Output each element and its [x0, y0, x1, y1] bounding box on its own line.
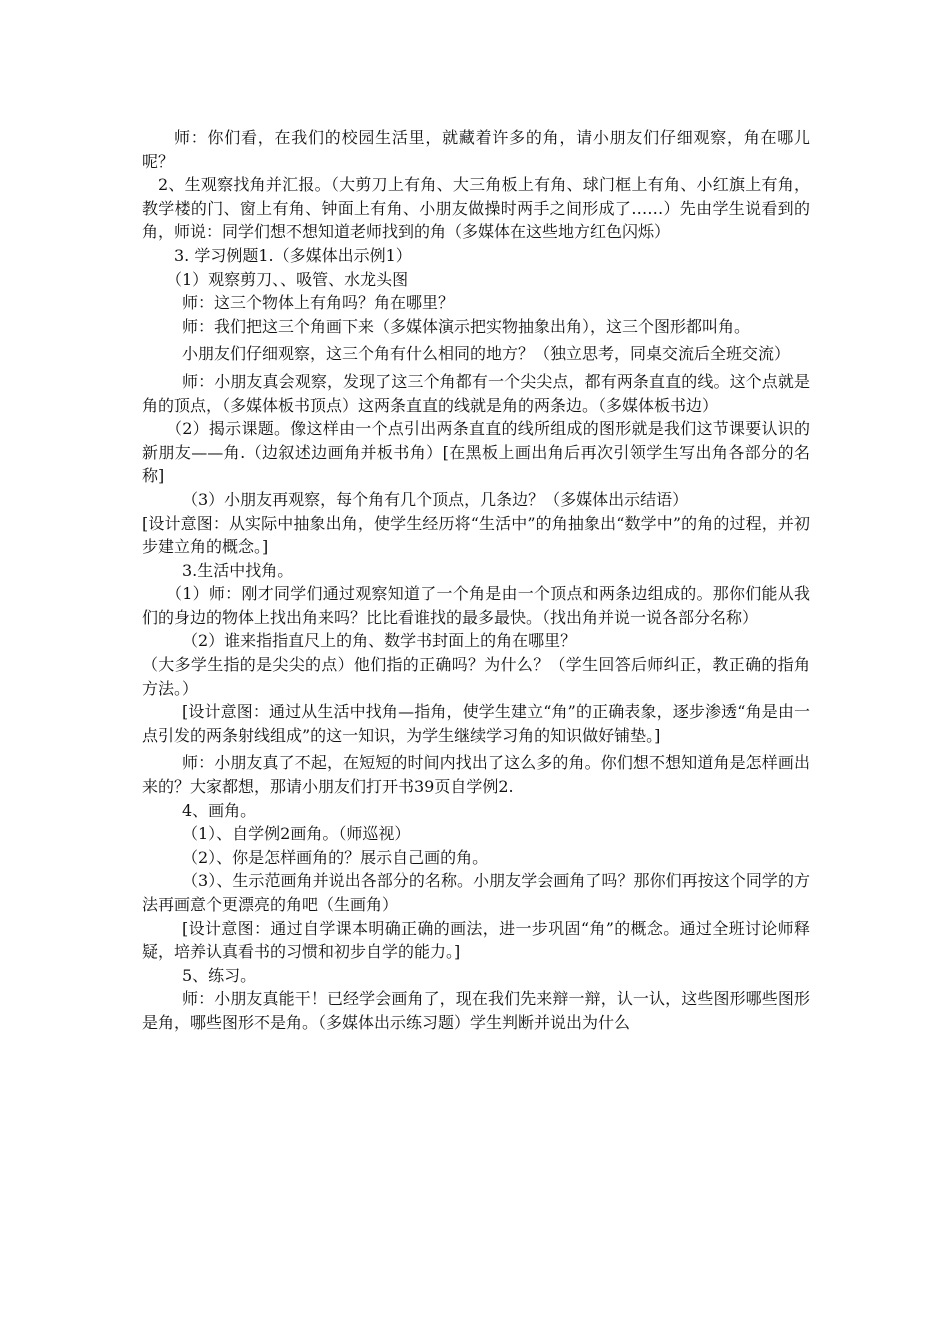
- paragraph-find-angles-2: （2）谁来指指直尺上的角、数学书封面上的角在哪里？: [182, 631, 577, 651]
- paragraph-pointing: （大多学生指的是尖尖的点）他们指的正确吗？为什么？（学生回答后师纠正，教正确的指角方法。）: [142, 655, 810, 698]
- paragraph-design-intent-1: [设计意图：从实际中抽象出角，使学生经历将“生活中”的角抽象出“数学中”的角的过程，并初步建立角的概念。]: [142, 513, 810, 557]
- paragraph-practice: 师：小朋友真能干！已经学会画角了，现在我们先来辩一辩，认一认，这些图形哪些图形是角，哪些图形不是角。（多媒体出示练习题）学生判断并说出为什么: [142, 989, 810, 1032]
- paragraph-draw-1: （1）、自学例2画角。（师巡视）: [182, 824, 411, 844]
- paragraph-step-2: 2、生观察找角并汇报。（大剪刀上有角、大三角板上有角、球门框上有角、小红旗上有角，教学楼的门、窗上有角、钟面上有角、小朋友做操时两手之间形成了……）先由学生说看到的角，师说：同学们想不想知道老师找到的角（多媒体在这些地方红色闪烁）: [142, 175, 810, 242]
- paragraph-find-angles-1: （1）师：刚才同学们通过观察知道了一个角是由一个顶点和两条边组成的。那你们能从我们的身边的物体上找出角来吗？比比看谁找的最多最快。（找出角并说一说各部分名称）: [142, 584, 810, 627]
- paragraph-teacher-intro: 师：你们看，在我们的校园生活里，就藏着许多的角，请小朋友们仔细观察，角在哪儿呢？: [142, 128, 810, 171]
- paragraph-practice-heading: 5、练习。: [182, 965, 257, 985]
- paragraph-design-intent-3: [设计意图：通过自学课本明确正确的画法，进一步巩固“角”的概念。通过全班讨论师释疑，培养认真看书的习惯和初步自学的能力。]: [142, 918, 810, 962]
- paragraph-teacher-praise: 师：小朋友真了不起，在短短的时间内找出了这么多的角。你们想不想知道角是怎样画出来的？大家都想，那请小朋友们打开书39页自学例2.: [142, 753, 810, 797]
- paragraph-observe-same: 小朋友们仔细观察，这三个角有什么相同的地方？（独立思考，同桌交流后全班交流）: [182, 344, 791, 364]
- paragraph-reveal-topic: （2）揭示课题。像这样由一个点引出两条直直的线所组成的图形就是我们这节课要认识的新朋友——角.（边叙述边画角并板书角）[在黑板上画出角后再次引领学生写出角各部分的名称]: [142, 419, 810, 486]
- paragraph-find-angles-heading: 3.生活中找角。: [182, 560, 294, 580]
- paragraph-vertex-sides: 师：小朋友真会观察，发现了这三个角都有一个尖尖点，都有两条直直的线。这个点就是角的顶点，（多媒体板书顶点）这两条直直的线就是角的两条边。（多媒体板书边）: [142, 371, 810, 415]
- paragraph-observe-items: （1）观察剪刀、、吸管、水龙头图: [166, 269, 409, 289]
- paragraph-step-3-heading: 3. 学习例题1.（多媒体出示例1）: [174, 245, 412, 265]
- lesson-text: [142, 126, 810, 1035]
- paragraph-draw-3: （3）、生示范画角并说出各部分的名称。小朋友学会画角了吗？那你们再按这个同学的方法再画意个更漂亮的角吧（生画角）: [142, 871, 810, 914]
- paragraph-draw-2: （2）、你是怎样画角的？展示自己画的角。: [182, 847, 489, 867]
- paragraph-teacher-draw: 师：我们把这三个角画下来（多媒体演示把实物抽象出角），这三个图形都叫角。: [182, 316, 751, 336]
- paragraph-design-intent-2: [设计意图：通过从生活中找角—指角，使学生建立“角”的正确表象，逐步渗透“角是由一点引发的两条射线组成”的这一知识，为学生继续学习角的知识做好铺垫。]: [142, 702, 810, 745]
- paragraph-observe-again: （3）小朋友再观察，每个角有几个顶点，几条边？（多媒体出示结语）: [182, 489, 689, 509]
- paragraph-draw-heading: 4、画角。: [182, 800, 257, 820]
- paragraph-teacher-question: 师：这三个物体上有角吗？角在哪里？: [182, 293, 455, 313]
